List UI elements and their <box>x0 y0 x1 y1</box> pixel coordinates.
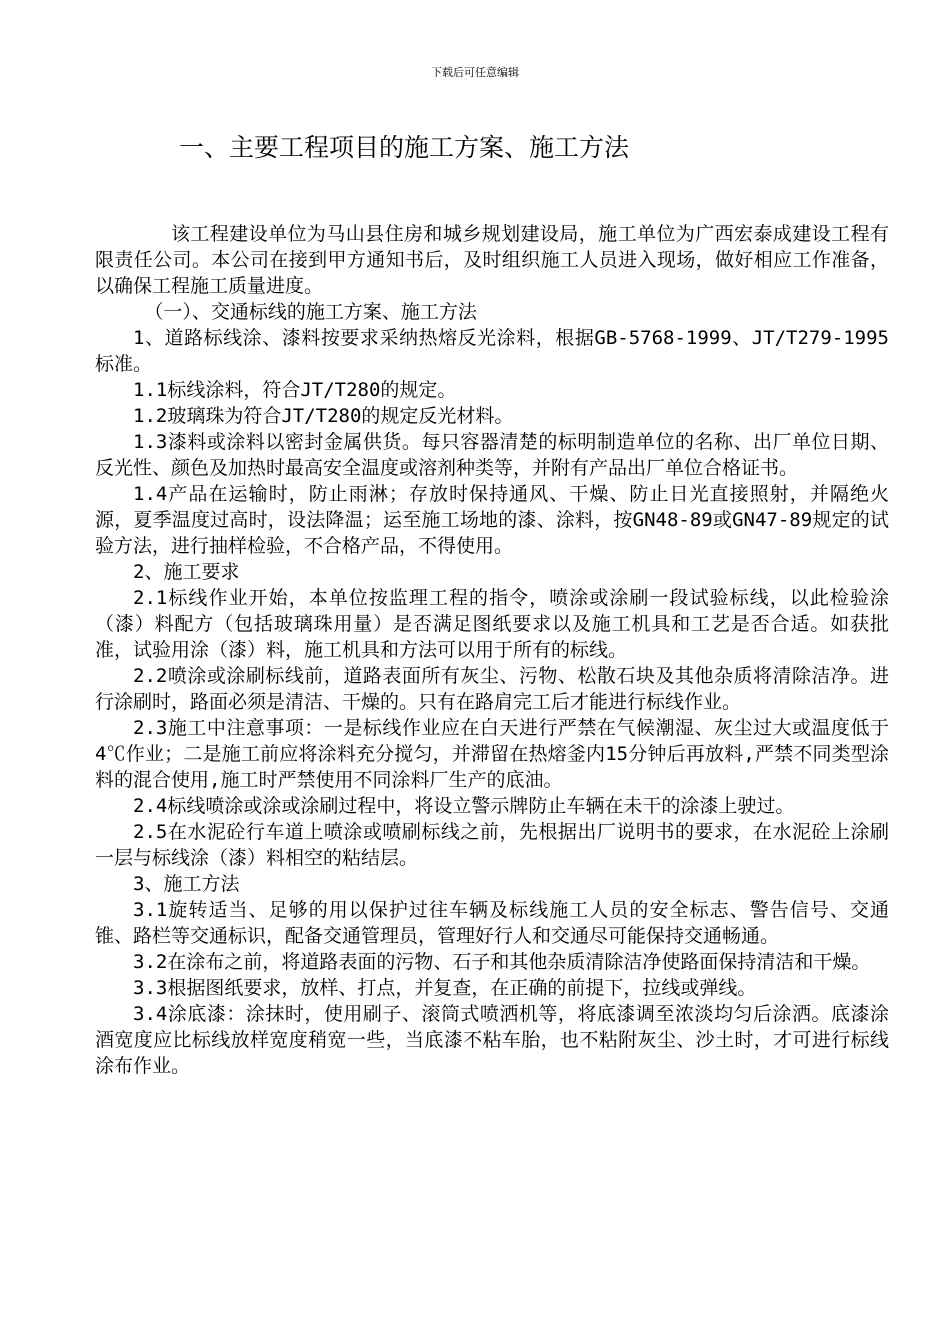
section-heading-requirements: 2、施工要求 <box>133 561 240 583</box>
page-header-note: 下载后可任意编辑 <box>431 66 519 79</box>
paragraph-3-4: 3.4涂底漆：涂抹时，使用刷子、滚筒式喷洒机等，将底漆调至浓淡均匀后涂洒。底漆涂酒宽度应比标线放样宽度稍宽一些，当底漆不粘车胎，也不粘附灰尘、沙土时，才可进行标线涂布作业。 <box>95 1003 889 1077</box>
paragraph-1-2: 1.2玻璃珠为符合JT/T280的规定反光材料。 <box>133 405 514 427</box>
paragraph-2-4: 2.4标线喷涂或涂或涂刷过程中，将设立警示牌防止车辆在未干的涂漆上驶过。 <box>133 795 795 817</box>
paragraph-1-4: 1.4产品在运输时，防止雨淋；存放时保持通风、干燥、防止日光直接照射，并隔绝火源，夏季温度过高时，设法降温；运至施工场地的漆、涂料，按GN48-89或GN47-89规定的试验方法，进行抽样检验，不合格产品，不得使用。 <box>95 483 889 557</box>
section-heading-methods: 3、施工方法 <box>133 873 240 895</box>
paragraph-1-3: 1.3漆料或涂料以密封金属供货。每只容器清楚的标明制造单位的名称、出厂单位日期、反光性、颜色及加热时最高安全温度或溶剂种类等，并附有产品出厂单位合格证书。 <box>95 431 889 479</box>
paragraph-3-2: 3.2在涂布之前，将道路表面的污物、石子和其他杂质清除洁净使路面保持清洁和干燥。 <box>133 951 871 973</box>
paragraph-3-1: 3.1旋转适当、足够的用以保护过往车辆及标线施工人员的安全标志、警告信号、交通锥、路栏等交通标识，配备交通管理员，管理好行人和交通尽可能保持交通畅通。 <box>95 899 889 947</box>
document-body <box>95 221 889 1079</box>
paragraph-2-2: 2.2喷涂或涂刷标线前，道路表面所有灰尘、污物、松散石块及其他杂质将清除洁净。进行涂刷时，路面必须是清洁、干燥的。只有在路肩完工后才能进行标线作业。 <box>95 665 889 713</box>
section-heading-traffic-marking: （一）、交通标线的施工方案、施工方法 <box>144 301 477 323</box>
intro-paragraph: 该工程建设单位为马山县住房和城乡规划建设局，施工单位为广西宏泰成建设工程有限责任公司。本公司在接到甲方通知书后，及时组织施工人员进入现场，做好相应工作准备，以确保工程施工质量进度。 <box>95 223 889 297</box>
paragraph-1: 1、道路标线涂、漆料按要求采纳热熔反光涂料，根据GB-5768-1999、JT/T279-1995标准。 <box>95 327 889 375</box>
paragraph-2-1: 2.1标线作业开始，本单位按监理工程的指令，喷涂或涂刷一段试验标线，以此检验涂（漆）料配方（包括玻璃珠用量）是否满足图纸要求以及施工机具和工艺是否合适。如获批准，试验用涂（漆）料，施工机具和方法可以用于所有的标线。 <box>95 587 889 661</box>
paragraph-2-5: 2.5在水泥砼行车道上喷涂或喷刷标线之前，先根据出厂说明书的要求，在水泥砼上涂刷一层与标线涂（漆）料相空的粘结层。 <box>95 821 889 869</box>
page-title: 一、主要工程项目的施工方案、施工方法 <box>179 133 630 162</box>
paragraph-1-1: 1.1标线涂料，符合JT/T280的规定。 <box>133 379 457 401</box>
paragraph-3-3: 3.3根据图纸要求，放样、打点，并复查，在正确的前提下，拉线或弹线。 <box>133 977 757 999</box>
paragraph-2-3: 2.3施工中注意事项：一是标线作业应在白天进行严禁在气候潮湿、灰尘过大或温度低于4℃作业；二是施工前应将涂料充分搅匀，并滞留在热熔釜内15分钟后再放料,严禁不同类型涂料的混合使用,施工时严禁使用不同涂料厂生产的底油。 <box>95 717 889 791</box>
